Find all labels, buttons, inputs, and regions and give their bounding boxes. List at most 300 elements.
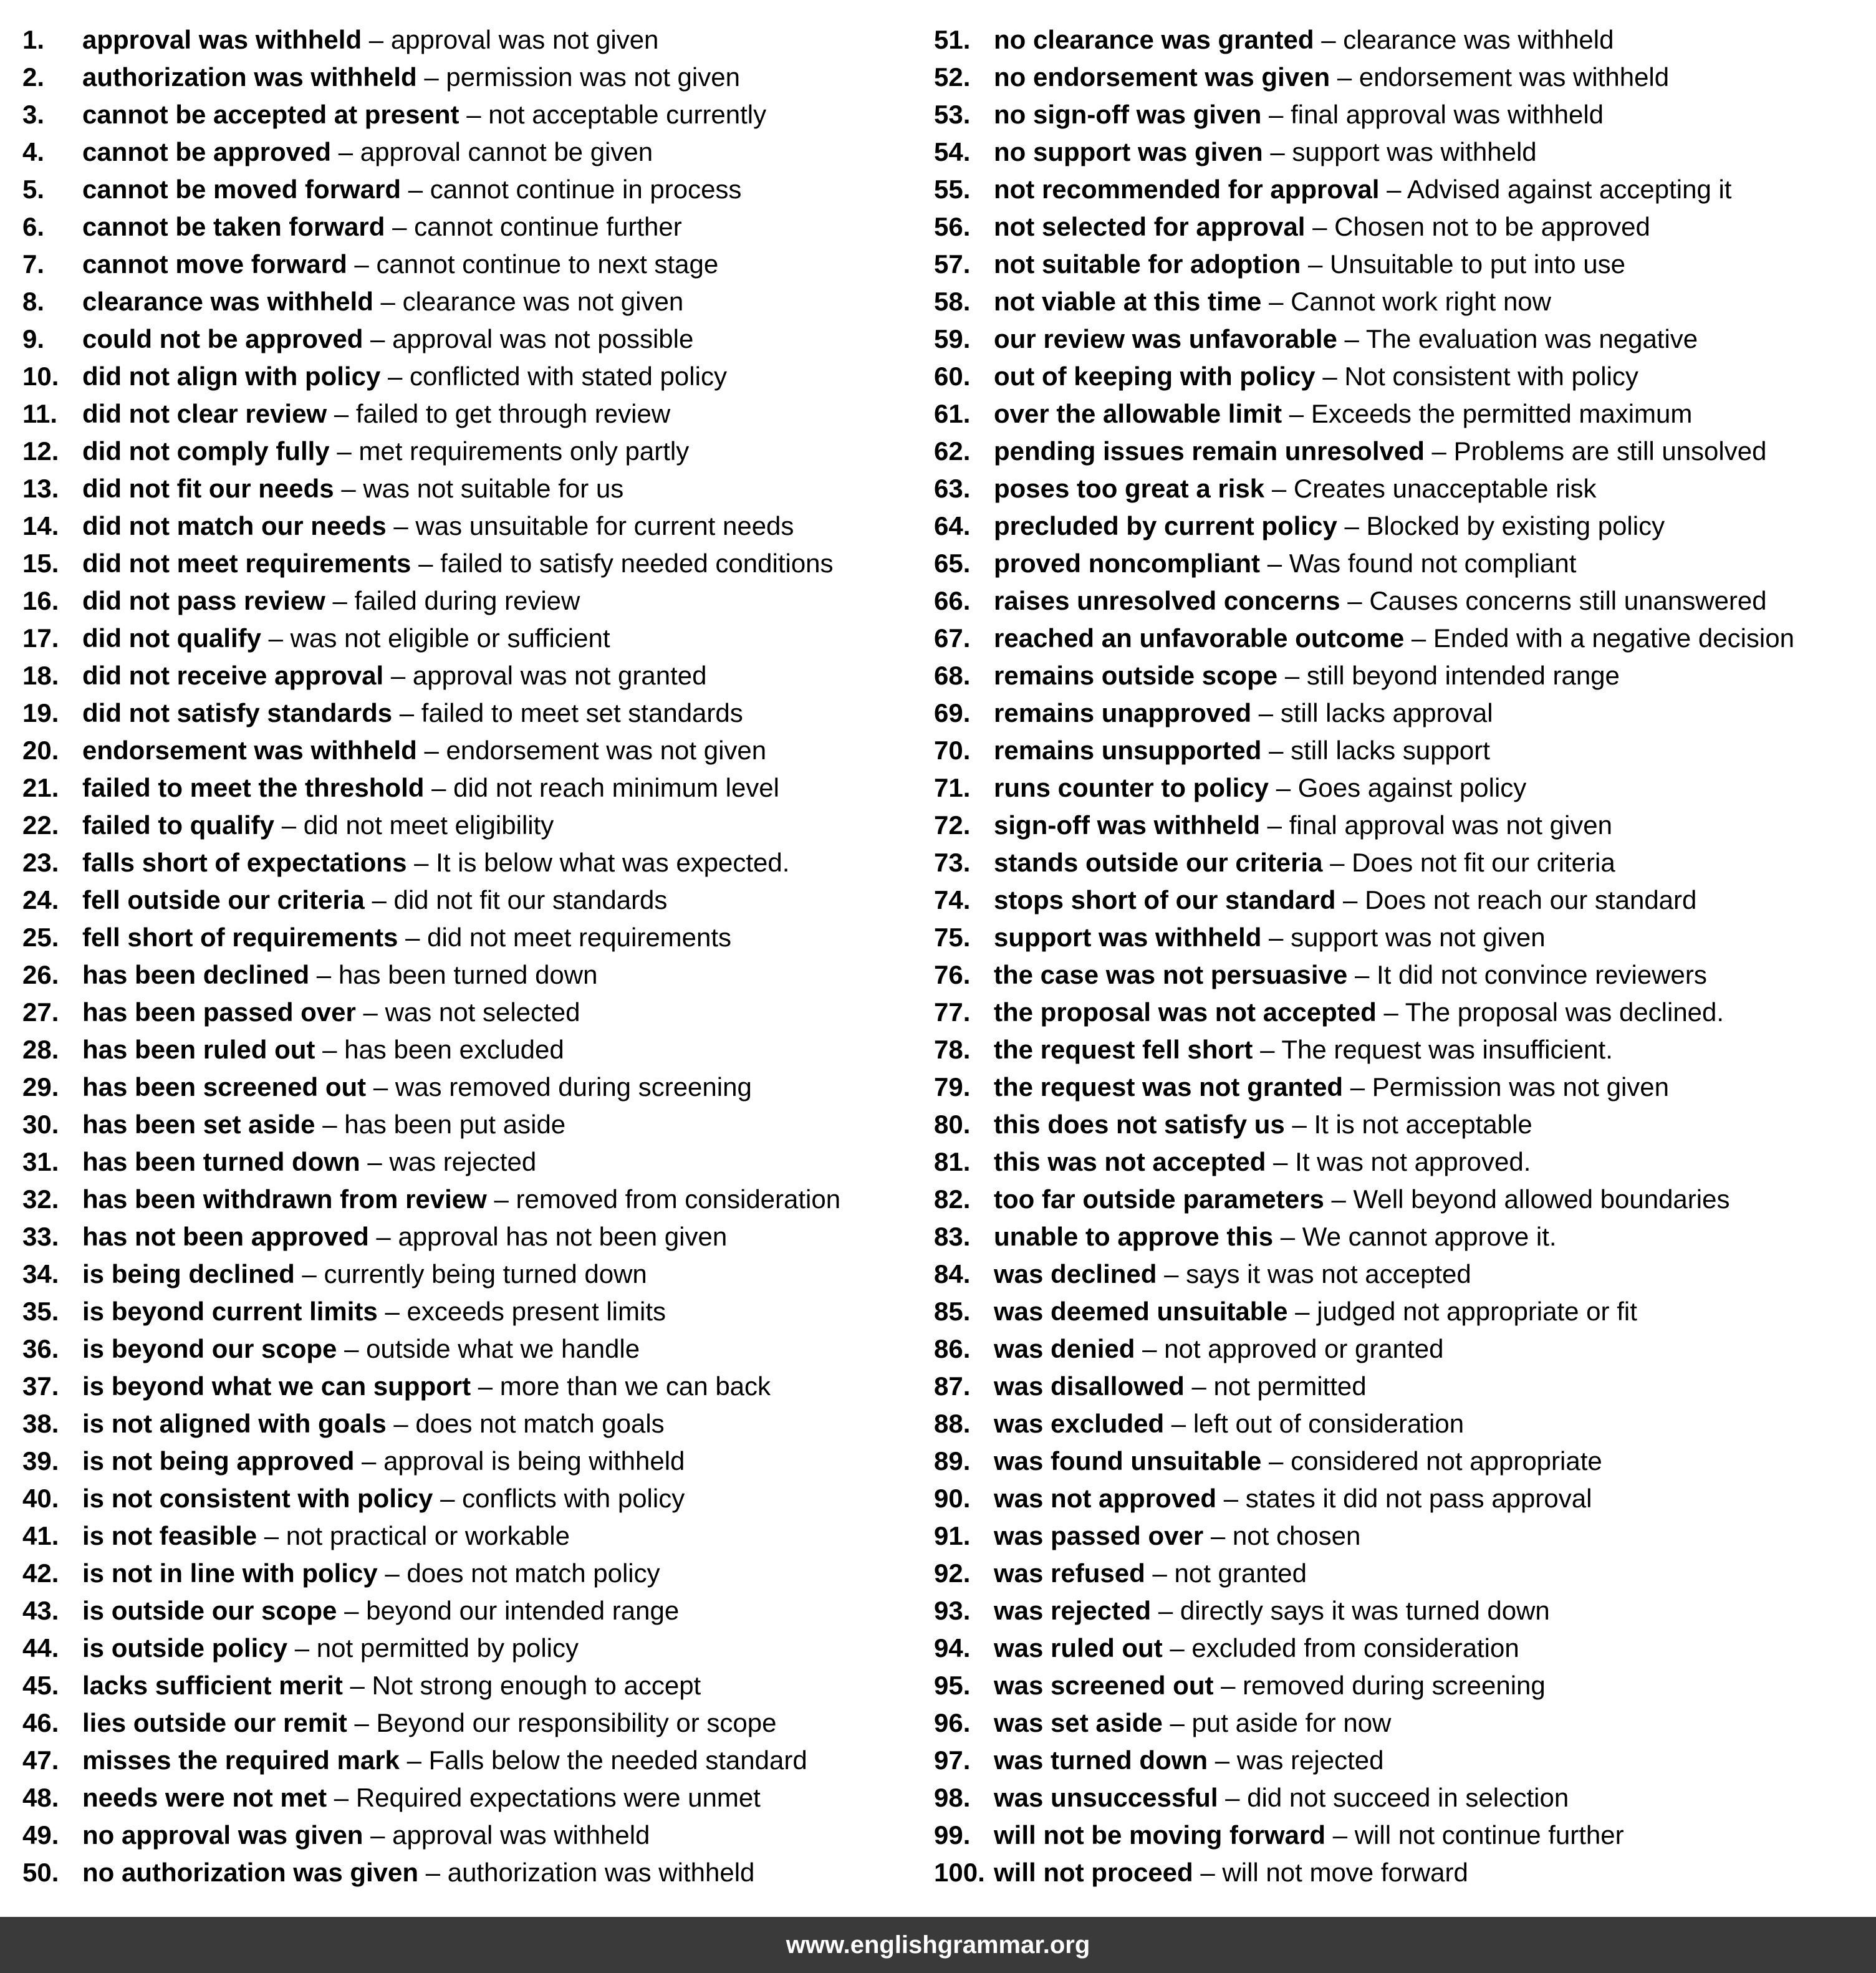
- item-number: 99.: [934, 1820, 971, 1850]
- phrase-definition: not practical or workable: [286, 1521, 570, 1550]
- phrase-term: this was not accepted: [994, 1147, 1266, 1176]
- dash-separator: –: [431, 773, 446, 802]
- phrase-term: reached an unfavorable outcome: [994, 623, 1405, 653]
- item-number: 24.: [22, 885, 59, 914]
- list-item: [934, 1555, 1869, 1592]
- phrase-term: was refused: [994, 1558, 1145, 1588]
- phrase-definition: failed to satisfy needed conditions: [440, 549, 834, 578]
- dash-separator: –: [354, 249, 369, 279]
- list-item: [934, 1592, 1869, 1630]
- list-item: [22, 208, 914, 246]
- phrase-term: sign-off was withheld: [994, 810, 1260, 840]
- phrase-term: not recommended for approval: [994, 175, 1380, 204]
- list-item: [22, 59, 914, 96]
- item-number: 25.: [22, 923, 59, 952]
- phrase-definition: Unsuitable to put into use: [1330, 249, 1625, 279]
- footer-bar: [0, 1917, 1876, 1973]
- list-item: [22, 881, 914, 919]
- phrase-term: cannot be accepted at present: [82, 100, 459, 129]
- phrase-definition: permission was not given: [446, 62, 740, 92]
- phrase-term: could not be approved: [82, 324, 363, 353]
- phrase-term: the case was not persuasive: [994, 960, 1348, 989]
- dash-separator: –: [1347, 586, 1362, 615]
- item-number: 33.: [22, 1222, 59, 1251]
- phrase-definition: Creates unacceptable risk: [1293, 474, 1597, 503]
- list-item: [934, 881, 1869, 919]
- item-number: 80.: [934, 1110, 971, 1139]
- dash-separator: –: [1411, 623, 1426, 653]
- item-number: 29.: [22, 1072, 59, 1102]
- item-number: 7.: [22, 249, 45, 279]
- phrase-definition: exceeds present limits: [406, 1297, 666, 1326]
- list-item: [22, 620, 914, 657]
- list-item: [934, 1517, 1869, 1555]
- phrase-term: too far outside parameters: [994, 1184, 1324, 1214]
- item-number: 32.: [22, 1184, 59, 1214]
- item-number: 77.: [934, 997, 971, 1027]
- list-item: [22, 1517, 914, 1555]
- phrase-definition: more than we can back: [499, 1371, 771, 1401]
- list-item: [934, 1742, 1869, 1779]
- phrase-term: is outside policy: [82, 1633, 288, 1663]
- dash-separator: –: [1332, 1820, 1348, 1850]
- dash-separator: –: [322, 1110, 337, 1139]
- dash-separator: –: [294, 1633, 310, 1663]
- item-number: 62.: [934, 436, 971, 466]
- list-item: [934, 1143, 1869, 1181]
- dash-separator: –: [1223, 1484, 1239, 1513]
- item-number: 68.: [934, 661, 971, 690]
- list-item: [934, 994, 1869, 1031]
- item-number: 26.: [22, 960, 59, 989]
- dash-separator: –: [478, 1371, 493, 1401]
- dash-separator: –: [1269, 100, 1284, 129]
- phrase-definition: Well beyond allowed boundaries: [1353, 1184, 1730, 1214]
- list-item: [22, 1068, 914, 1106]
- dash-separator: –: [350, 1671, 365, 1700]
- phrase-definition: was rejected: [389, 1147, 537, 1176]
- list-item: [22, 1779, 914, 1817]
- phrase-definition: not granted: [1174, 1558, 1307, 1588]
- item-number: 41.: [22, 1521, 59, 1550]
- dash-separator: –: [1292, 1110, 1307, 1139]
- phrase-term: did not clear review: [82, 399, 327, 428]
- item-number: 83.: [934, 1222, 971, 1251]
- list-item: [934, 1330, 1869, 1368]
- item-number: 89.: [934, 1446, 971, 1476]
- list-item: [22, 1480, 914, 1517]
- dash-separator: –: [1269, 736, 1284, 765]
- dash-separator: –: [1258, 698, 1274, 727]
- phrase-definition: Permission was not given: [1372, 1072, 1670, 1102]
- list-item: [22, 1368, 914, 1405]
- phrase-term: pending issues remain unresolved: [994, 436, 1425, 466]
- item-number: 86.: [934, 1334, 971, 1363]
- phrase-definition: not approved or granted: [1164, 1334, 1444, 1363]
- list-item: [22, 807, 914, 844]
- phrase-definition: Cannot work right now: [1291, 287, 1551, 316]
- list-item: [934, 21, 1869, 59]
- item-number: 22.: [22, 810, 59, 840]
- item-number: 47.: [22, 1745, 59, 1775]
- phrase-term: failed to qualify: [82, 810, 275, 840]
- phrase-definition: Ended with a negative decision: [1433, 623, 1794, 653]
- list-item: [934, 320, 1869, 358]
- phrase-term: did not qualify: [82, 623, 261, 653]
- phrase-definition: was not selected: [385, 997, 580, 1027]
- item-number: 96.: [934, 1708, 971, 1737]
- list-item: [934, 1443, 1869, 1480]
- dash-separator: –: [424, 736, 439, 765]
- item-number: 12.: [22, 436, 59, 466]
- phrase-term: is not consistent with policy: [82, 1484, 433, 1513]
- phrase-term: has been withdrawn from review: [82, 1184, 487, 1214]
- list-item: [22, 1293, 914, 1330]
- phrase-term: has been passed over: [82, 997, 356, 1027]
- phrase-definition: did not fit our standards: [393, 885, 668, 914]
- dash-separator: –: [1269, 287, 1284, 316]
- item-number: 39.: [22, 1446, 59, 1476]
- dash-separator: –: [376, 1222, 391, 1251]
- item-number: 18.: [22, 661, 59, 690]
- phrase-term: failed to meet the threshold: [82, 773, 425, 802]
- list-item: [934, 1218, 1869, 1255]
- phrase-term: will not proceed: [994, 1858, 1193, 1887]
- dash-separator: –: [1284, 661, 1300, 690]
- item-number: 70.: [934, 736, 971, 765]
- phrase-definition: judged not appropriate or fit: [1317, 1297, 1637, 1326]
- dash-separator: –: [1337, 62, 1352, 92]
- dash-separator: –: [1312, 212, 1327, 241]
- dash-separator: –: [494, 1184, 509, 1214]
- phrase-term: cannot move forward: [82, 249, 347, 279]
- item-number: 93.: [934, 1596, 971, 1625]
- list-item: [22, 582, 914, 620]
- dash-separator: –: [1330, 848, 1345, 877]
- phrase-term: is beyond our scope: [82, 1334, 337, 1363]
- phrase-definition: Falls below the needed standard: [428, 1745, 807, 1775]
- list-item: [934, 1779, 1869, 1817]
- dash-separator: –: [1269, 1446, 1284, 1476]
- dash-separator: –: [1170, 1708, 1185, 1737]
- list-item: [22, 320, 914, 358]
- dash-separator: –: [424, 62, 439, 92]
- list-item: [22, 1592, 914, 1630]
- phrase-definition: cannot continue further: [414, 212, 682, 241]
- list-item: [22, 769, 914, 807]
- item-number: 9.: [22, 324, 45, 353]
- item-number: 4.: [22, 137, 45, 166]
- phrase-term: was deemed unsuitable: [994, 1297, 1288, 1326]
- phrase-term: needs were not met: [82, 1783, 327, 1812]
- dash-separator: –: [322, 1035, 337, 1064]
- item-number: 63.: [934, 474, 971, 503]
- dash-separator: –: [1200, 1858, 1215, 1887]
- phrase-definition: It is below what was expected.: [436, 848, 790, 877]
- dash-separator: –: [440, 1484, 455, 1513]
- item-number: 30.: [22, 1110, 59, 1139]
- item-number: 20.: [22, 736, 59, 765]
- phrase-term: falls short of expectations: [82, 848, 407, 877]
- phrase-definition: Blocked by existing policy: [1366, 511, 1665, 540]
- phrase-term: was found unsuitable: [994, 1446, 1262, 1476]
- phrase-definition: It did not convince reviewers: [1376, 960, 1707, 989]
- list-item: [934, 358, 1869, 395]
- dash-separator: –: [316, 960, 332, 989]
- dash-separator: –: [1307, 249, 1323, 279]
- dash-separator: –: [373, 1072, 388, 1102]
- item-number: 15.: [22, 549, 59, 578]
- phrase-definition: still lacks support: [1291, 736, 1490, 765]
- phrase-definition: approval cannot be given: [360, 137, 653, 166]
- phrase-term: the request fell short: [994, 1035, 1253, 1064]
- item-number: 84.: [934, 1259, 971, 1289]
- phrase-definition: will not move forward: [1222, 1858, 1468, 1887]
- list-item: [22, 133, 914, 171]
- phrase-term: has been turned down: [82, 1147, 360, 1176]
- dash-separator: –: [344, 1334, 359, 1363]
- list-item: [934, 395, 1869, 433]
- dash-separator: –: [1273, 1147, 1288, 1176]
- phrase-term: our review was unfavorable: [994, 324, 1337, 353]
- phrase-term: was turned down: [994, 1745, 1208, 1775]
- phrase-definition: approval is being withheld: [383, 1446, 685, 1476]
- phrase-term: the proposal was not accepted: [994, 997, 1377, 1027]
- list-item: [22, 171, 914, 208]
- phrase-definition: does not match goals: [415, 1409, 665, 1438]
- phrase-term: has not been approved: [82, 1222, 369, 1251]
- item-number: 31.: [22, 1147, 59, 1176]
- phrase-term: will not be moving forward: [994, 1820, 1326, 1850]
- list-item: [934, 1480, 1869, 1517]
- phrase-term: not viable at this time: [994, 287, 1262, 316]
- dash-separator: –: [1267, 549, 1282, 578]
- phrase-definition: not permitted by policy: [316, 1633, 579, 1663]
- phrase-definition: does not match policy: [406, 1558, 660, 1588]
- phrase-definition: not acceptable currently: [488, 100, 767, 129]
- phrase-term: is beyond what we can support: [82, 1371, 471, 1401]
- left-column: [22, 21, 914, 1891]
- list-item: [22, 1330, 914, 1368]
- item-number: 81.: [934, 1147, 971, 1176]
- item-number: 74.: [934, 885, 971, 914]
- dash-separator: –: [362, 1446, 377, 1476]
- dash-separator: –: [466, 100, 481, 129]
- phrase-definition: Causes concerns still unanswered: [1369, 586, 1767, 615]
- dash-separator: –: [1170, 1633, 1185, 1663]
- phrase-definition: considered not appropriate: [1291, 1446, 1602, 1476]
- list-item: [22, 1630, 914, 1667]
- phrase-definition: We cannot approve it.: [1302, 1222, 1557, 1251]
- phrase-term: did not fit our needs: [82, 474, 334, 503]
- dash-separator: –: [1210, 1521, 1226, 1550]
- item-number: 16.: [22, 586, 59, 615]
- item-number: 90.: [934, 1484, 971, 1513]
- list-item: [22, 358, 914, 395]
- phrase-term: remains outside scope: [994, 661, 1278, 690]
- item-number: 21.: [22, 773, 59, 802]
- item-number: 73.: [934, 848, 971, 877]
- phrase-term: fell outside our criteria: [82, 885, 365, 914]
- dash-separator: –: [370, 1820, 385, 1850]
- item-number: 75.: [934, 923, 971, 952]
- phrase-term: was rejected: [994, 1596, 1152, 1625]
- phrase-definition: currently being turned down: [324, 1259, 647, 1289]
- phrase-term: cannot be moved forward: [82, 175, 402, 204]
- list-item: [22, 919, 914, 956]
- phrase-term: stops short of our standard: [994, 885, 1336, 914]
- list-item: [22, 1218, 914, 1255]
- list-item: [22, 994, 914, 1031]
- item-number: 78.: [934, 1035, 971, 1064]
- list-item: [22, 96, 914, 133]
- phrase-definition: endorsement was not given: [446, 736, 767, 765]
- phrase-term: was passed over: [994, 1521, 1204, 1550]
- phrase-term: remains unsupported: [994, 736, 1262, 765]
- phrase-definition: removed from consideration: [516, 1184, 841, 1214]
- list-item: [22, 246, 914, 283]
- list-item: [934, 1854, 1869, 1891]
- list-item: [934, 59, 1869, 96]
- phrase-definition: was unsuitable for current needs: [415, 511, 794, 540]
- item-number: 5.: [22, 175, 45, 204]
- item-number: 66.: [934, 586, 971, 615]
- list-item: [934, 1817, 1869, 1854]
- dash-separator: –: [1350, 1072, 1365, 1102]
- phrase-term: authorization was withheld: [82, 62, 417, 92]
- phrase-term: lies outside our remit: [82, 1708, 347, 1737]
- phrase-term: did not satisfy standards: [82, 698, 393, 727]
- list-item: [22, 283, 914, 320]
- list-item: [934, 1031, 1869, 1068]
- phrase-definition: says it was not accepted: [1186, 1259, 1471, 1289]
- item-number: 11.: [22, 399, 58, 428]
- phrase-term: not selected for approval: [994, 212, 1306, 241]
- phrase-term: precluded by current policy: [994, 511, 1337, 540]
- list-item: [934, 171, 1869, 208]
- phrase-definition: did not reach minimum level: [453, 773, 779, 802]
- list-item: [22, 956, 914, 994]
- phrase-definition: did not succeed in selection: [1247, 1783, 1569, 1812]
- item-number: 61.: [934, 399, 971, 428]
- phrase-definition: was removed during screening: [395, 1072, 752, 1102]
- list-item: [934, 545, 1869, 582]
- item-number: 91.: [934, 1521, 971, 1550]
- phrase-definition: failed to meet set standards: [421, 698, 743, 727]
- item-number: 79.: [934, 1072, 971, 1102]
- dash-separator: –: [1158, 1596, 1173, 1625]
- item-number: 44.: [22, 1633, 59, 1663]
- phrase-term: no clearance was granted: [994, 25, 1314, 54]
- phrase-term: is not feasible: [82, 1521, 257, 1550]
- list-item: [934, 283, 1869, 320]
- dash-separator: –: [390, 661, 406, 690]
- phrase-definition: approval has not been given: [398, 1222, 728, 1251]
- item-number: 60.: [934, 362, 971, 391]
- list-item: [22, 1106, 914, 1143]
- dash-separator: –: [1343, 885, 1358, 914]
- list-item: [22, 694, 914, 732]
- dash-separator: –: [1344, 324, 1359, 353]
- list-item: [22, 545, 914, 582]
- phrase-definition: not chosen: [1232, 1521, 1361, 1550]
- dash-separator: –: [1225, 1783, 1240, 1812]
- list-item: [934, 1368, 1869, 1405]
- item-number: 85.: [934, 1297, 971, 1326]
- phrase-term: approval was withheld: [82, 25, 362, 54]
- dash-separator: –: [368, 25, 384, 54]
- phrase-definition: support was withheld: [1292, 137, 1537, 166]
- dash-separator: –: [1354, 960, 1370, 989]
- dash-separator: –: [281, 810, 297, 840]
- item-number: 43.: [22, 1596, 59, 1625]
- phrase-term: raises unresolved concerns: [994, 586, 1340, 615]
- list-item: [22, 657, 914, 694]
- list-item: [22, 1817, 914, 1854]
- dash-separator: –: [367, 1147, 382, 1176]
- phrase-definition: Not strong enough to accept: [372, 1671, 701, 1700]
- list-item: [934, 694, 1869, 732]
- phrase-definition: Problems are still unsolved: [1453, 436, 1767, 466]
- phrase-definition: did not meet eligibility: [303, 810, 554, 840]
- list-item: [22, 1405, 914, 1443]
- phrase-term: is not aligned with goals: [82, 1409, 387, 1438]
- phrase-definition: Advised against accepting it: [1407, 175, 1732, 204]
- dash-separator: –: [1221, 1671, 1236, 1700]
- phrase-term: is outside our scope: [82, 1596, 337, 1625]
- list-item: [22, 732, 914, 769]
- dash-separator: –: [406, 1745, 421, 1775]
- item-number: 1.: [22, 25, 45, 54]
- phrase-definition: has been put aside: [344, 1110, 566, 1139]
- item-number: 59.: [934, 324, 971, 353]
- phrase-definition: Required expectations were unmet: [355, 1783, 761, 1812]
- list-item: [934, 1293, 1869, 1330]
- dash-separator: –: [1289, 399, 1304, 428]
- phrase-term: did not align with policy: [82, 362, 381, 391]
- list-item: [934, 1255, 1869, 1293]
- dash-separator: –: [264, 1521, 279, 1550]
- list-item: [934, 844, 1869, 881]
- list-item: [22, 433, 914, 470]
- phrase-definition: met requirements only partly: [358, 436, 690, 466]
- list-item: [934, 433, 1869, 470]
- phrase-definition: Was found not compliant: [1289, 549, 1577, 578]
- dash-separator: –: [363, 997, 378, 1027]
- dash-separator: –: [1270, 137, 1285, 166]
- dash-separator: –: [405, 923, 420, 952]
- item-number: 88.: [934, 1409, 971, 1438]
- list-item: [934, 133, 1869, 171]
- item-number: 56.: [934, 212, 971, 241]
- dash-separator: –: [408, 175, 423, 204]
- website-url[interactable]: www.englishgrammar.org: [786, 1931, 1090, 1959]
- dash-separator: –: [344, 1596, 359, 1625]
- phrase-term: no approval was given: [82, 1820, 363, 1850]
- phrase-definition: did not meet requirements: [427, 923, 732, 952]
- phrase-definition: Does not reach our standard: [1365, 885, 1697, 914]
- item-number: 2.: [22, 62, 45, 92]
- list-item: [934, 1181, 1869, 1218]
- item-number: 98.: [934, 1783, 971, 1812]
- dash-separator: –: [387, 362, 403, 391]
- phrase-term: has been screened out: [82, 1072, 367, 1102]
- dash-separator: –: [1152, 1558, 1167, 1588]
- list-item: [22, 1667, 914, 1704]
- phrase-term: was unsuccessful: [994, 1783, 1218, 1812]
- item-number: 28.: [22, 1035, 59, 1064]
- item-number: 13.: [22, 474, 59, 503]
